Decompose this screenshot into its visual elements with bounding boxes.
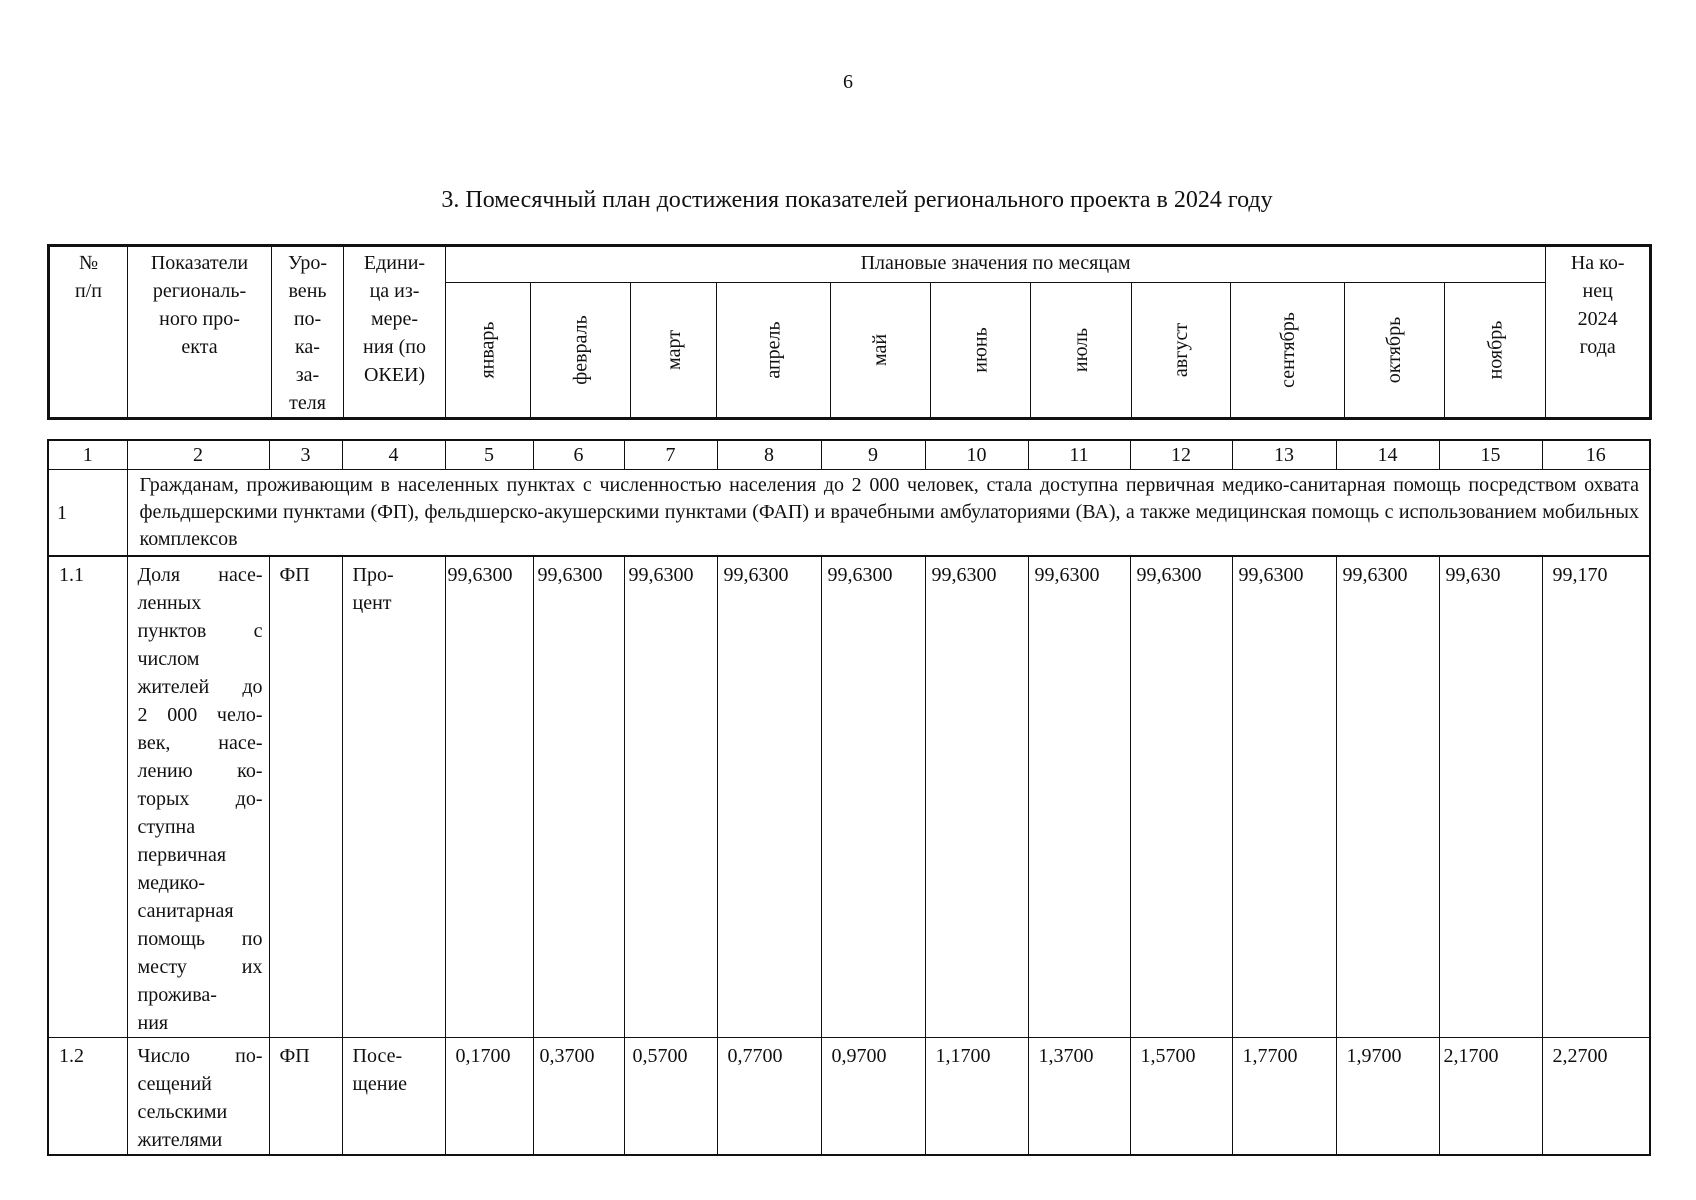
header-month-aug: август (1132, 283, 1231, 419)
data-table (47, 439, 1651, 1156)
row-unit: Про- цент (342, 556, 445, 1038)
header-level: Уро- вень по- ка- за- теля (272, 246, 344, 419)
header-num: № п/п (49, 246, 128, 419)
column-number: 11 (1028, 440, 1130, 470)
column-number: 5 (445, 440, 533, 470)
row-level: ФП (269, 556, 342, 1038)
column-number: 8 (717, 440, 821, 470)
header-indicator: Показатели региональ- ного про- екта (128, 246, 272, 419)
column-number: 15 (1439, 440, 1542, 470)
section-text: Гражданам, проживающим в населенных пунктах с численностью населения до 2 000 человек, стала доступна первичная медико-санитарная помощь посредством охвата фельдшерскими пунктами (ФП), фельдшерско-акушерскими пунктами (ФАП) и врачебными амбулаториями (ВА), а также медицинская помощь с использованием мобильных комплексов (127, 470, 1650, 556)
value-cell: 1,5700 (1130, 1037, 1232, 1155)
column-number: 13 (1232, 440, 1336, 470)
header-month-oct: октябрь (1345, 283, 1445, 419)
value-cell: 1,3700 (1028, 1037, 1130, 1155)
page-number: 6 (843, 71, 853, 93)
value-cell: 2,2700 (1542, 1037, 1650, 1155)
value-cell: 99,6300 (1028, 556, 1130, 1038)
table-row (48, 556, 1650, 1038)
header-month-may: май (831, 283, 931, 419)
row-indicator: Число по- сещений сельскими жителями (127, 1037, 269, 1155)
value-cell: 99,6300 (1336, 556, 1439, 1038)
section-row (48, 470, 1650, 556)
column-number: 16 (1542, 440, 1650, 470)
column-number: 7 (624, 440, 717, 470)
row-number: 1.1 (48, 556, 127, 1038)
value-cell: 0,5700 (624, 1037, 717, 1155)
column-number: 3 (269, 440, 342, 470)
header-month-jan: январь (446, 283, 531, 419)
header-monthly-group: Плановые значения по месяцам (446, 246, 1546, 283)
value-cell: 99,6300 (1232, 556, 1336, 1038)
value-cell: 1,7700 (1232, 1037, 1336, 1155)
row-number: 1.2 (48, 1037, 127, 1155)
value-cell: 0,1700 (445, 1037, 533, 1155)
column-number: 12 (1130, 440, 1232, 470)
value-cell: 99,6300 (925, 556, 1028, 1038)
value-cell: 99,170 (1542, 556, 1650, 1038)
value-cell: 99,6300 (1130, 556, 1232, 1038)
value-cell: 99,6300 (624, 556, 717, 1038)
row-indicator: Доля насе- ленных пунктов с числом жителей до 2 000 чело- век, насе- лению ко- торых до- ступна первичная медико- санитарная помощь по месту их прожива- ния (127, 556, 269, 1038)
column-number: 2 (127, 440, 269, 470)
column-number: 14 (1336, 440, 1439, 470)
value-cell: 99,6300 (445, 556, 533, 1038)
value-cell: 99,6300 (717, 556, 821, 1038)
row-level: ФП (269, 1037, 342, 1155)
header-end-of-year: На ко- нец 2024 года (1546, 246, 1651, 419)
value-cell: 99,6300 (533, 556, 624, 1038)
value-cell: 0,3700 (533, 1037, 624, 1155)
column-number: 9 (821, 440, 925, 470)
header-month-mar: март (631, 283, 717, 419)
value-cell: 0,7700 (717, 1037, 821, 1155)
column-number: 4 (342, 440, 445, 470)
header-month-jul: июль (1031, 283, 1132, 419)
header-month-apr: апрель (717, 283, 831, 419)
header-unit: Едини- ца из- мере- ния (по ОКЕИ) (344, 246, 446, 419)
header-month-nov: ноябрь (1445, 283, 1546, 419)
column-numbers-row (48, 440, 1650, 470)
table-row (48, 1037, 1650, 1155)
value-cell: 2,1700 (1439, 1037, 1542, 1155)
column-number: 6 (533, 440, 624, 470)
header-month-sep: сентябрь (1231, 283, 1345, 419)
section-number: 1 (48, 470, 127, 556)
value-cell: 99,6300 (821, 556, 925, 1038)
header-month-feb: февраль (531, 283, 631, 419)
value-cell: 99,630 (1439, 556, 1542, 1038)
column-number: 1 (48, 440, 127, 470)
column-number: 10 (925, 440, 1028, 470)
value-cell: 0,9700 (821, 1037, 925, 1155)
value-cell: 1,1700 (925, 1037, 1028, 1155)
value-cell: 1,9700 (1336, 1037, 1439, 1155)
header-table (47, 244, 1652, 420)
document-title: 3. Помесячный план достижения показателей регионального проекта в 2024 году (441, 187, 1273, 213)
row-unit: Посе- щение (342, 1037, 445, 1155)
header-month-jun: июнь (931, 283, 1031, 419)
